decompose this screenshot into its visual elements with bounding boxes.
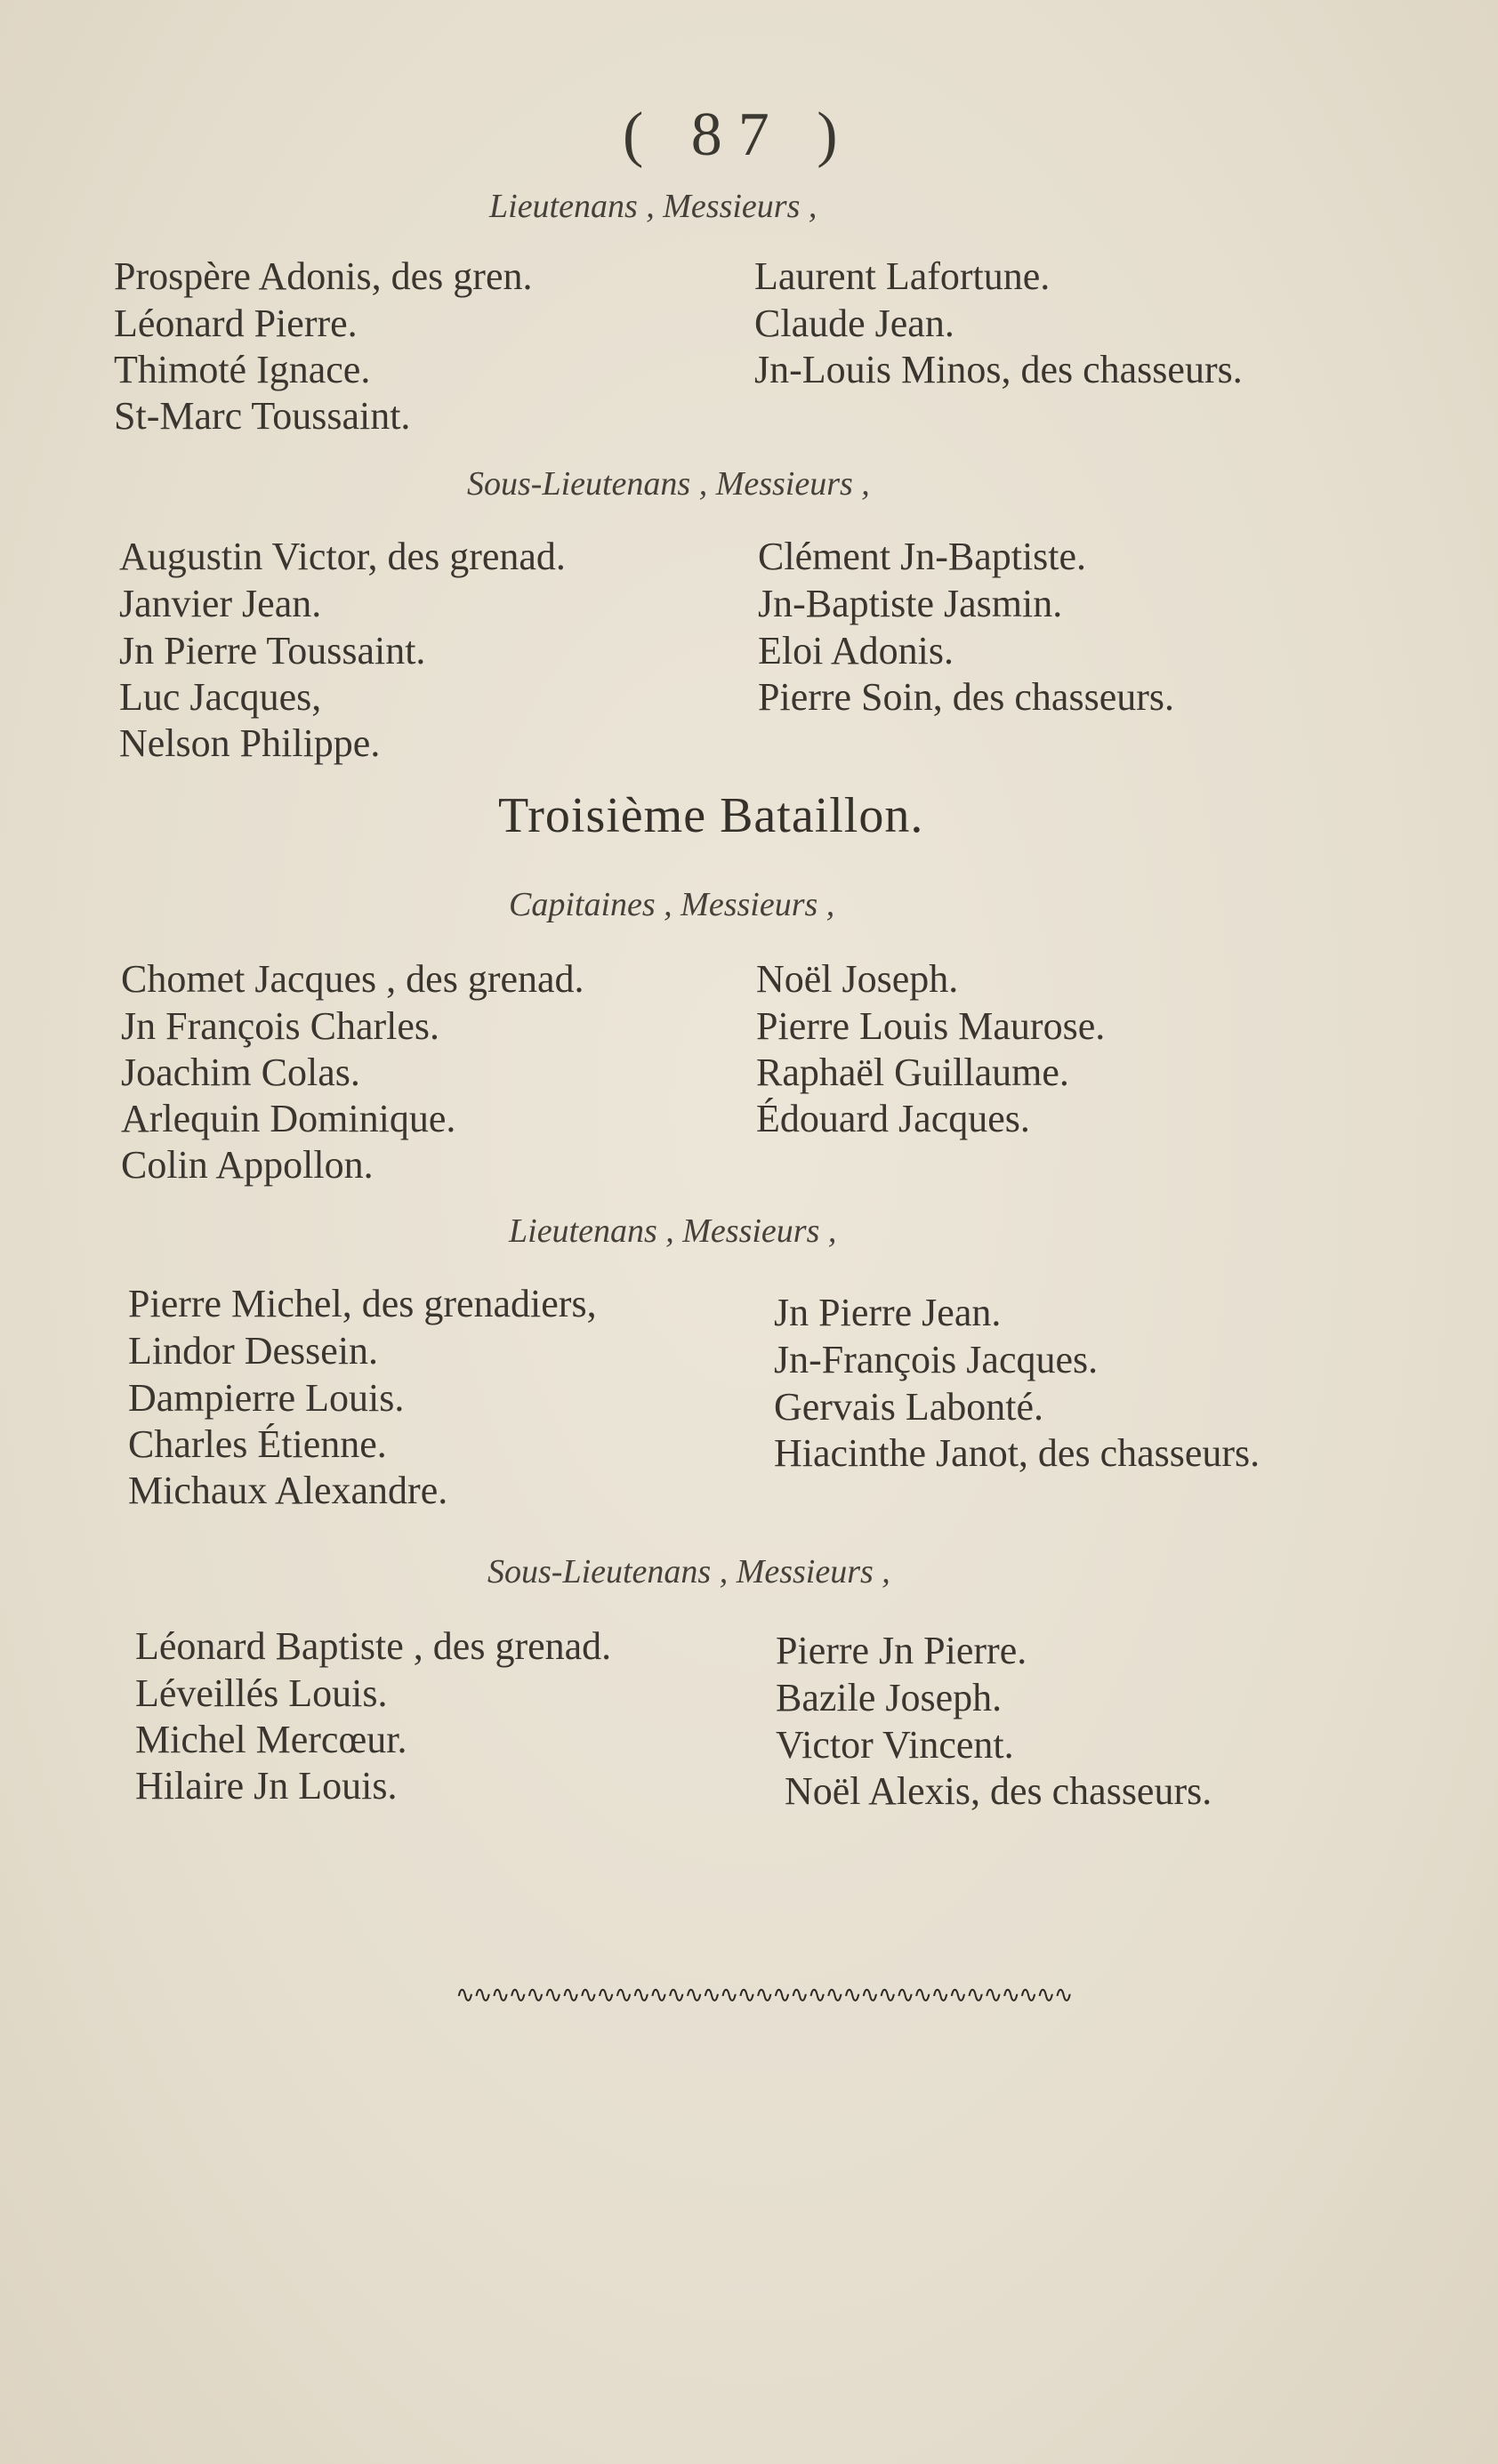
list-item: Jn Pierre Jean. [774,1291,1002,1334]
list-item: Léonard Pierre. [114,302,358,345]
list-item: Chomet Jacques , des grenad. [121,957,584,1001]
battalion-title: Troisième Bataillon. [498,788,924,843]
list-item: Prospère Adonis, des gren. [114,254,533,298]
list-item: Colin Appollon. [121,1143,374,1187]
list-item: Michel Mercœur. [135,1718,407,1761]
list-item: Jn-Louis Minos, des chasseurs. [754,348,1243,391]
list-item: Léonard Baptiste , des grenad. [135,1624,612,1668]
list-item: Raphaël Guillaume. [756,1051,1069,1094]
section-heading: Lieutenans , Messieurs , [509,1212,837,1250]
list-item: Joachim Colas. [121,1051,360,1094]
list-item: Augustin Victor, des grenad. [119,535,566,578]
list-item: Pierre Louis Maurose. [756,1004,1106,1048]
section-heading: Lieutenans , Messieurs , [489,188,817,225]
list-item: Luc Jacques, [119,675,322,719]
list-item: Gervais Labonté. [774,1385,1043,1429]
list-item: Bazile Joseph. [776,1676,1003,1719]
list-item: Jn-François Jacques. [774,1338,1099,1381]
list-item: Noël Alexis, des chasseurs. [785,1769,1212,1813]
section-heading: Capitaines , Messieurs , [509,886,835,923]
list-item: Charles Étienne. [128,1422,387,1466]
list-item: Claude Jean. [754,302,954,345]
list-item: Clément Jn-Baptiste. [758,535,1087,578]
ornamental-rule: ∿∿∿∿∿∿∿∿∿∿∿∿∿∿∿∿∿∿∿∿∿∿∿∿∿∿∿∿∿∿∿∿∿∿∿ [455,1982,1072,2008]
list-item: St-Marc Toussaint. [114,394,411,438]
list-item: Hilaire Jn Louis. [135,1764,398,1808]
list-item: Eloi Adonis. [758,629,954,672]
list-item: Pierre Soin, des chasseurs. [758,675,1175,719]
list-item: Jn-Baptiste Jasmin. [758,582,1063,625]
list-item: Jn François Charles. [121,1004,440,1048]
list-item: Nelson Philippe. [119,721,381,765]
list-item: Lindor Dessein. [128,1329,379,1373]
list-item: Noël Joseph. [756,957,959,1001]
list-item: Pierre Michel, des grenadiers, [128,1282,597,1325]
list-item: Michaux Alexandre. [128,1469,448,1512]
section-heading: Sous-Lieutenans , Messieurs , [487,1553,890,1590]
list-item: Arlequin Dominique. [121,1097,456,1140]
list-item: Thimoté Ignace. [114,348,371,391]
list-item: Victor Vincent. [776,1723,1014,1767]
list-item: Dampierre Louis. [128,1376,405,1420]
list-item: Léveillés Louis. [135,1671,388,1715]
list-item: Laurent Lafortune. [754,254,1051,298]
section-heading: Sous-Lieutenans , Messieurs , [467,465,870,503]
list-item: Édouard Jacques. [756,1097,1030,1140]
list-item: Janvier Jean. [119,582,322,625]
page-number: ( 87 ) [623,101,854,169]
list-item: Pierre Jn Pierre. [776,1629,1027,1672]
list-item: Hiacinthe Janot, des chasseurs. [774,1431,1260,1475]
list-item: Jn Pierre Toussaint. [119,629,426,672]
